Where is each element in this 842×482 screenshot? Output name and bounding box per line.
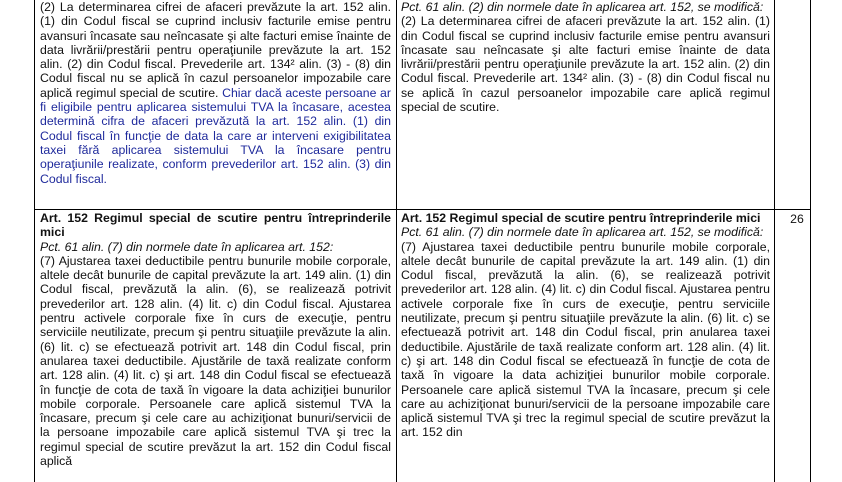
row2-left-text: (7) Ajustarea taxei deductibile pentru bunurile mobile corporale, altele decât bunurile de capital prevăzute la art. 149 alin. (1) din Codul fiscal, prevăzută la alin. (6), se realizează potrivit prevederilor art. 128 alin. (4) lit. c) din Codul fiscal. Ajustarea pentru activele corporale fixe în curs de execuţie, pentru serviciile neutilizate, precum şi pentru situaţiile prevăzute la alin. (6) lit. c) se efectuează potrivit art. 148 din Codul fiscal, prin anularea taxei deductibile. Ajustările de taxă realizate conform art. 128 alin. (4) lit. c) şi art. 148 din Codul fiscal se efectuează în funcţie de cota de taxă în vigoare la data achiziţiei bunurilor mobile corporale. Persoanele care aplică sistemul TVA la încasare, precum şi cele care au achiziţionat bunuri/servicii de la persoane impozabile care aplică sistemul TVA şi trec la regimul special de scutire prevăzut la art. 152 din Codul fiscal aplică — [40, 253, 391, 469]
row2-right-cell — [401, 211, 770, 440]
row-divider — [34, 209, 811, 210]
table-border-right — [810, 0, 811, 482]
row2-left-cell — [40, 211, 391, 468]
table-border-left — [34, 0, 35, 482]
row1-left-amendment-text: Chiar dacă aceste persoane ar fi eligibile pentru aplicarea sistemului TVA la încasare, acestea determină cifra de afaceri prevăzută la art. 152 alin. (1) din Codul fiscal în funcţie de data la care ar interveni exigibilitatea taxei fără aplicarea sistemului TVA la încasare pentru operaţiunile realizate, conform prevederilor art. 152 alin. (3) din Codul fiscal. — [40, 85, 391, 186]
column-divider — [774, 0, 775, 482]
row1-left-text: (2) La determinarea cifrei de afaceri prevăzute la art. 152 alin. (1) din Codul fiscal se cuprind inclusiv facturile emise pentru avansuri încasate sau neîncasate şi alte facturi emise înainte de data livrării/prestării pentru operaţiunile prevăzute la art. 152 alin. (2) din Codul fiscal. Prevederile art. 134² alin. (3) - (8) din Codul fiscal nu se aplică în cazul persoanelor impozabile care aplică regimul special de scutire. — [40, 0, 391, 100]
row1-right-reference: Pct. 61 alin. (2) din normele date în aplicarea art. 152, se modifică: — [401, 0, 764, 14]
row2-number: 26 — [790, 212, 804, 226]
row1-left-cell — [40, 0, 391, 186]
row2-left-article-title: Art. 152 Regimul special de scutire pentru întreprinderile mici — [40, 211, 391, 240]
row1-right-text: (2) La determinarea cifrei de afaceri prevăzute la art. 152 alin. (1) din Codul fiscal se cuprind inclusiv facturile emise pentru avansuri încasate sau neîncasate şi alte facturi emise înainte de data livrării/prestării pentru operaţiunile prevăzute la art. 152 alin. (2) din Codul fiscal. Prevederile art. 134² alin. (3) - (8) din Codul fiscal nu se aplică în cazul persoanelor impozabile care aplică regimul special de scutire. — [401, 14, 770, 115]
row2-right-text: (7) Ajustarea taxei deductibile pentru bunurile mobile corporale, altele decât bunurile de capital prevăzute la art. 149 alin. (1) din Codul fiscal, prevăzută la alin. (6), se realizează potrivit prevederilor art. 128 alin. (4) lit. c) din Codul fiscal. Ajustarea pentru activele corporale fixe în curs de execuţie, pentru serviciile neutilizate, precum şi pentru situaţiile prevăzute la alin. (6) lit. c) se efectuează potrivit art. 148 din Codul fiscal, prin anularea taxei deductibile. Ajustările de taxă realizate conform art. 128 alin. (4) lit. c) şi art. 148 din Codul fiscal se efectuează în funcţie de cota de taxă în vigoare la data achiziţiei bunurilor mobile corporale. Persoanele care aplică sistemul TVA la încasare, precum şi cele care au achiziţionat bunuri/servicii de la persoane impozabile care aplică sistemul TVA şi trec la regimul special de scutire prevăzut la art. 152 din — [401, 239, 770, 440]
column-divider — [396, 0, 397, 482]
row2-left-reference: Pct. 61 alin. (7) din normele date în aplicarea art. 152: — [40, 239, 334, 254]
row1-right-cell — [401, 0, 770, 114]
row2-right-article-title: Art. 152 Regimul special de scutire pentru întreprinderile mici — [401, 211, 761, 225]
row2-right-reference: Pct. 61 alin. (7) din normele date în aplicarea art. 152, se modifică: — [401, 225, 764, 240]
